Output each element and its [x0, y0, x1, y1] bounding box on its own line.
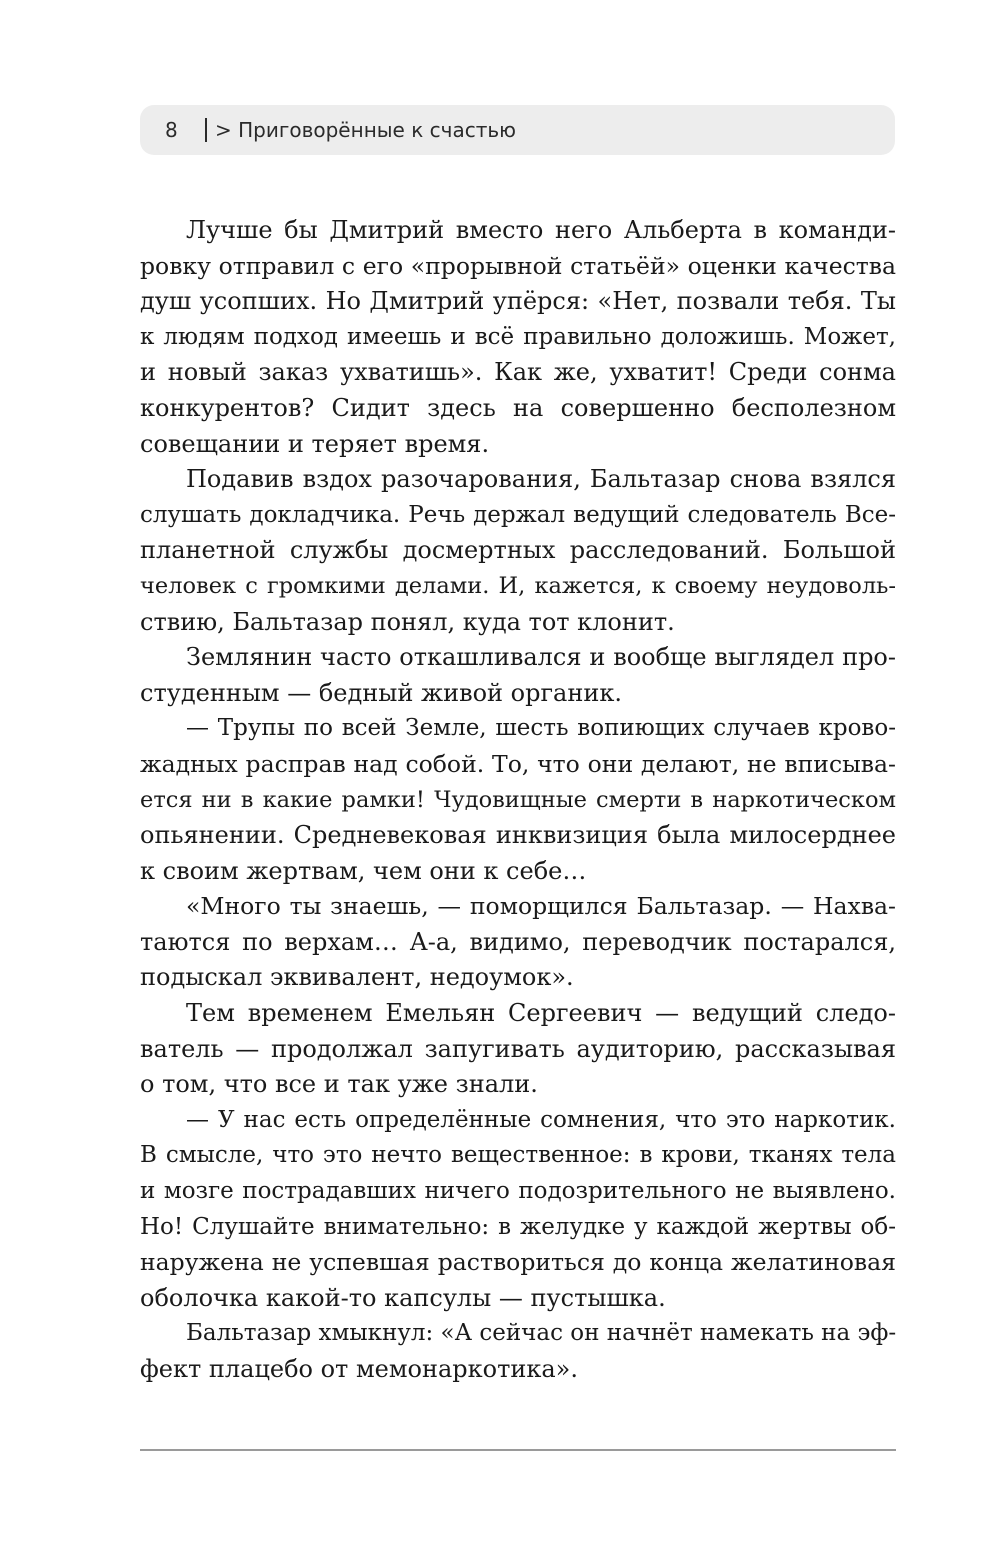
- text-line: студенным — бедный живой органик.: [140, 678, 622, 707]
- paragraph: [140, 640, 896, 711]
- paragraph: [140, 1316, 896, 1387]
- paragraph: [140, 996, 896, 1103]
- text-line: ется ни в какие рамки! Чудовищные смерти в наркотическом: [140, 786, 896, 813]
- paragraph: [140, 889, 896, 996]
- text-line: таются по верхам… А-а, видимо, переводчик постарался,: [140, 927, 896, 956]
- text-line: — У нас есть определённые сомнения, что это наркотик.: [186, 1106, 896, 1133]
- text-line: Бальтазар хмыкнул: «А сейчас он начнёт намекать на эф-: [186, 1320, 897, 1347]
- text-line: оболочка какой-то капсулы — пустышка.: [140, 1283, 666, 1312]
- paragraph: [140, 213, 896, 462]
- text-line: Но! Слушайте внимательно: в желудке у каждой жертвы об-: [140, 1213, 896, 1240]
- text-line: фект плацебо от мемонаркотика».: [140, 1355, 578, 1383]
- text-line: подыскал эквивалент, недоумок».: [140, 963, 574, 992]
- header-divider: [205, 118, 207, 142]
- page-number: 8: [165, 118, 178, 142]
- text-line: «Много ты знаешь, — поморщился Бальтазар. — Нахва-: [186, 892, 896, 921]
- text-line: жадных расправ над собой. То, что они делают, не вписыва-: [140, 749, 896, 778]
- text-line: ровку отправил с его «прорывной статьёй» оценки качества: [140, 251, 896, 280]
- paragraph: [140, 1103, 896, 1317]
- text-line: и новый заказ ухватишь». Как же, ухватит! Среди сонма: [140, 358, 896, 387]
- text-line: совещании и теряет время.: [140, 429, 490, 458]
- text-line: к людям подход имеешь и всё правильно доложишь. Может,: [140, 323, 896, 350]
- text-line: человек с громкими делами. И, кажется, к своему неудоволь-: [140, 572, 896, 599]
- text-line: В смысле, что это нечто вещественное: в крови, тканях тела: [140, 1142, 896, 1169]
- footer-divider: [140, 1449, 896, 1451]
- running-head-title: > Приговорённые к счастью: [215, 118, 516, 142]
- text-line: Лучше бы Дмитрий вместо него Альберта в команди-: [186, 216, 896, 244]
- text-line: Землянин часто откашливался и вообще выглядел про-: [186, 643, 896, 672]
- body-text: [140, 213, 896, 1388]
- text-line: душ усопших. Но Дмитрий упёрся: «Нет, позвали тебя. Ты: [140, 287, 896, 316]
- text-line: и мозге пострадавших ничего подозрительного не выявлено.: [140, 1178, 896, 1205]
- text-line: Подавив вздох разочарования, Бальтазар снова взялся: [186, 465, 896, 494]
- text-line: ствию, Бальтазар понял, куда тот клонит.: [140, 607, 675, 636]
- text-line: слушать докладчика. Речь держал ведущий следователь Все-: [140, 501, 896, 528]
- text-line: опьянении. Средневековая инквизиция была милосерднее: [140, 821, 896, 850]
- running-header: [140, 105, 895, 155]
- paragraph: [140, 462, 896, 640]
- text-line: — Трупы по всей Земле, шесть вопиющих случаев крово-: [186, 715, 896, 742]
- text-line: ватель — продолжал запугивать аудиторию, рассказывая: [140, 1034, 896, 1063]
- paragraph: [140, 711, 896, 889]
- text-line: к своим жертвам, чем они к себе…: [140, 856, 587, 885]
- text-line: о том, что все и так уже знали.: [140, 1070, 538, 1099]
- text-line: Тем временем Емельян Сергеевич — ведущий следо-: [186, 999, 896, 1028]
- text-line: планетной службы досмертных расследований. Большой: [140, 536, 896, 565]
- text-line: наружена не успевшая раствориться до конца желатиновая: [140, 1248, 896, 1277]
- text-line: конкурентов? Сидит здесь на совершенно бесполезном: [140, 393, 896, 422]
